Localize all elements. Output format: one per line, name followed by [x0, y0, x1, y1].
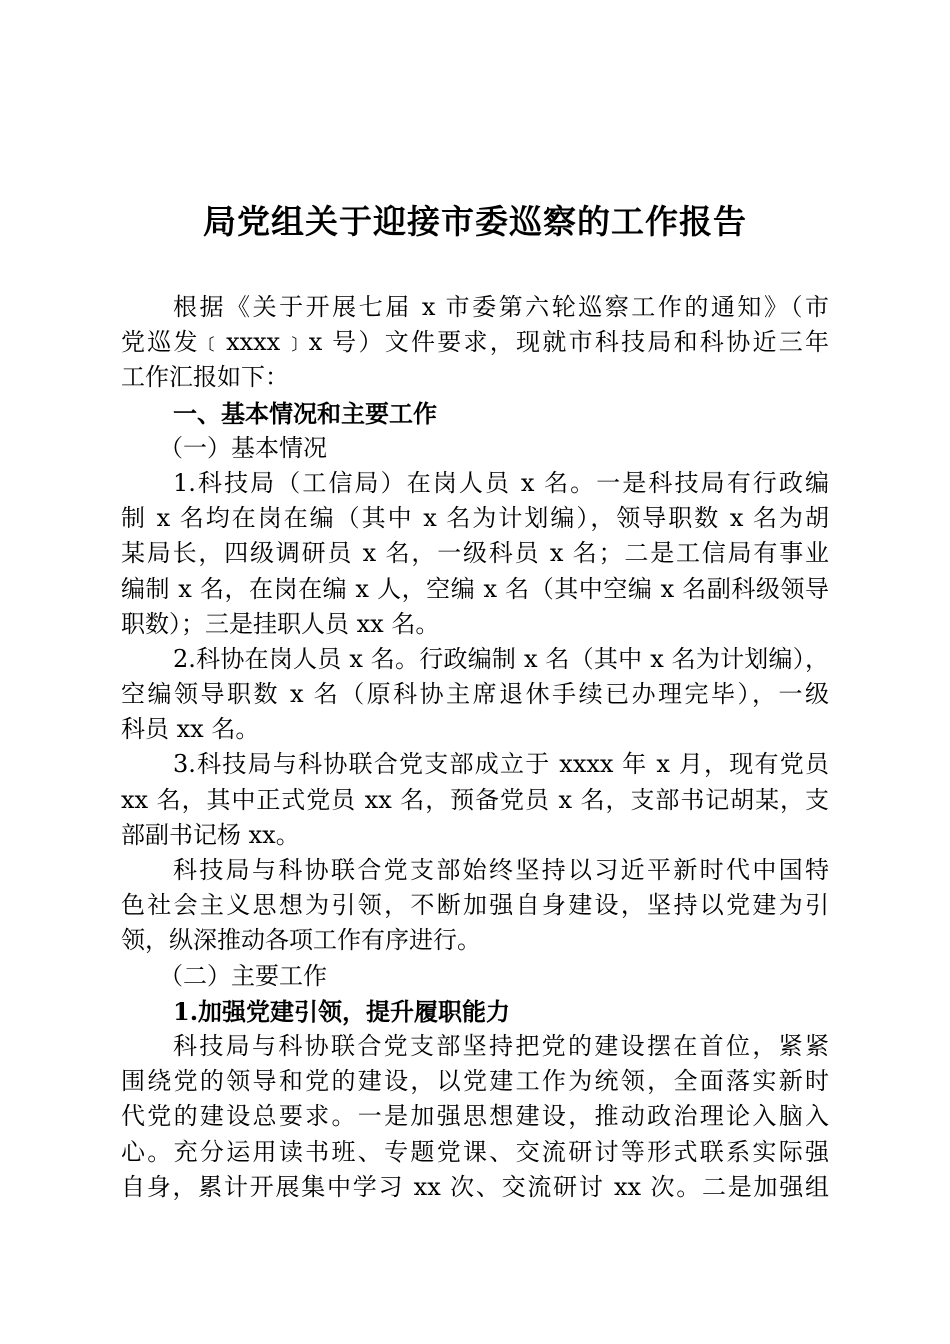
text-line: 制 x 名均在岗在编（其中 x 名为计划编），领导职数 x 名为胡 — [121, 504, 829, 533]
text-line: xx 名，其中正式党员 xx 名，预备党员 x 名，支部书记胡某，支 — [121, 785, 829, 814]
text-line: 某局长，四级调研员 x 名，一级科员 x 名；二是工信局有事业 — [121, 539, 829, 568]
text-line: 职数）；三是挂职人员 xx 名。 — [121, 609, 440, 638]
paragraph — [121, 1029, 829, 1205]
text-line: 自身，累计开展集中学习 xx 次、交流研讨 xx 次。二是加强组 — [121, 1172, 829, 1201]
text-line: 空编领导职数 x 名（原科协主席退休手续已办理完毕），一级 — [121, 680, 829, 709]
text-line: 党巡发﹝xxxx﹞x 号）文件要求，现就市科技局和科协近三年 — [121, 328, 829, 357]
text-line: 工作汇报如下： — [121, 363, 289, 392]
paragraph — [121, 642, 829, 748]
text-line: 编制 x 名，在岗在编 x 人，空编 x 名（其中空编 x 名副科级领导 — [121, 574, 829, 603]
text-line: 围绕党的领导和党的建设，以党建工作为统领，全面落实新时 — [121, 1067, 829, 1096]
section-heading — [121, 959, 829, 994]
paragraph — [121, 747, 829, 853]
section-heading — [121, 431, 829, 466]
text-line: 代党的建设总要求。一是加强思想建设，推动政治理论入脑入 — [121, 1102, 829, 1131]
section-heading — [121, 994, 829, 1029]
text-line: 科员 xx 名。 — [121, 715, 260, 744]
text-line: 3.科技局与科协联合党支部成立于 xxxx 年 x 月，现有党员 — [173, 750, 829, 779]
document-body — [121, 290, 829, 1205]
text-line: 2.科协在岗人员 x 名。行政编制 x 名（其中 x 名为计划编）， — [173, 644, 829, 673]
document-title: 局党组关于迎接市委巡察的工作报告 — [203, 202, 747, 241]
text-line: 心。充分运用读书班、专题党课、交流研讨等形式联系实际强 — [121, 1137, 829, 1166]
paragraph — [121, 853, 829, 959]
text-line: （二）主要工作 — [159, 961, 327, 990]
text-line: 部副书记杨 xx。 — [121, 820, 300, 849]
text-line: 科技局与科协联合党支部始终坚持以习近平新时代中国特 — [173, 856, 829, 884]
paragraph — [121, 466, 829, 642]
section-heading — [121, 396, 829, 431]
paragraph — [121, 290, 829, 396]
text-line: 领，纵深推动各项工作有序进行。 — [121, 926, 481, 955]
text-line: 1.科技局（工信局）在岗人员 x 名。一是科技局有行政编 — [173, 468, 829, 497]
text-line: 一、基本情况和主要工作 — [173, 398, 437, 428]
text-line: 色社会主义思想为引领，不断加强自身建设，坚持以党建为引 — [121, 891, 829, 920]
text-line: 1.加强党建引领，提升履职能力 — [173, 996, 511, 1026]
text-line: 科技局与科协联合党支部坚持把党的建设摆在首位，紧紧 — [173, 1031, 829, 1060]
text-line: 根据《关于开展七届 x 市委第六轮巡察工作的通知》（市 — [173, 293, 829, 321]
text-line: （一）基本情况 — [159, 433, 327, 462]
